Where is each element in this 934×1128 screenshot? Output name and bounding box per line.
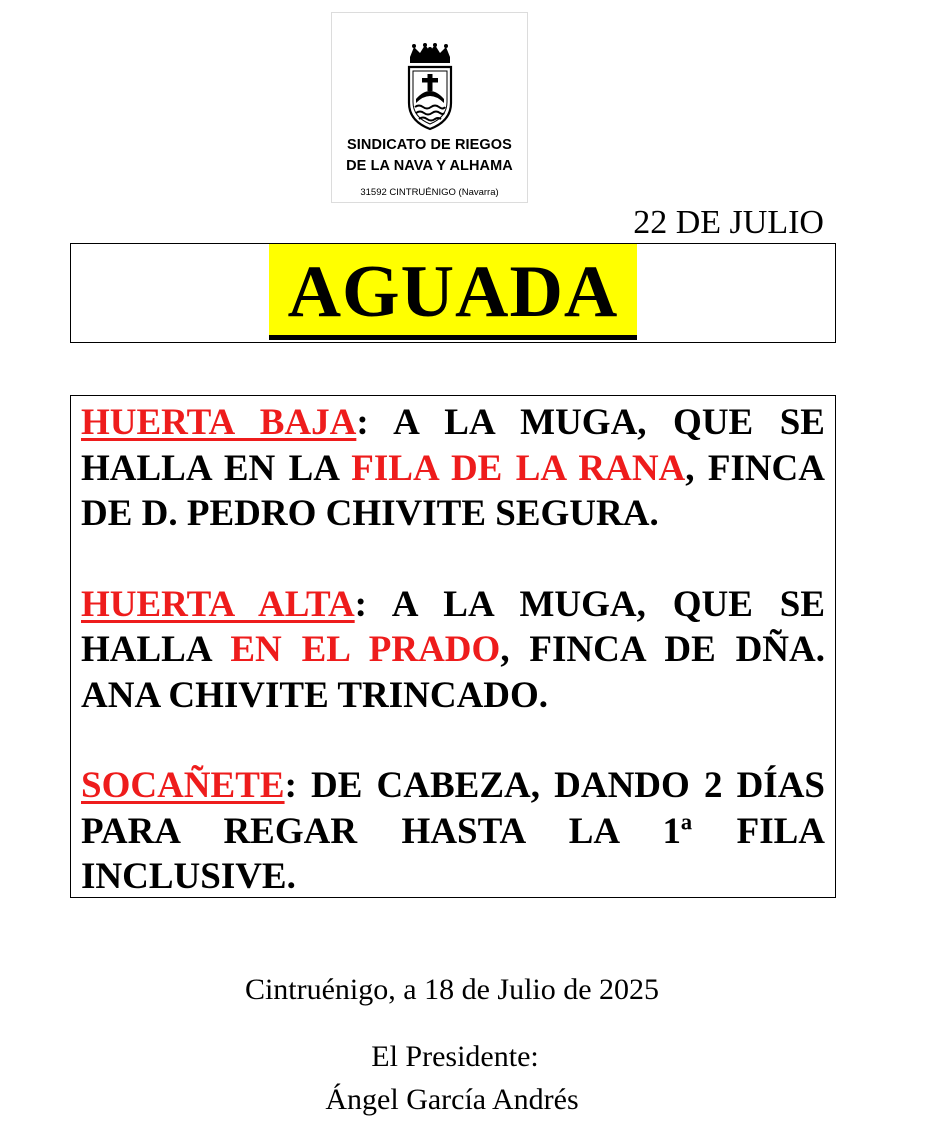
organization-name-line1: SINDICATO DE RIEGOS (347, 137, 512, 153)
place-name: EN EL PRADO (230, 629, 501, 670)
organization-name-line2: DE LA NAVA Y ALHAMA (346, 158, 513, 174)
title-underline (269, 335, 637, 340)
notice-text: : A LA MUGA, QUE SE HALLA EN LA (81, 402, 825, 489)
organization-address: 31592 CINTRUÉNIGO (Navarra) (360, 187, 499, 198)
zone-name: HUERTA ALTA (81, 583, 355, 625)
date-heading: 22 DE JULIO (633, 204, 824, 241)
notice-huerta-alta (81, 582, 825, 719)
notice-box (70, 395, 836, 898)
page-title: AGUADA (287, 251, 619, 333)
notice-text: , FINCA DE D. PEDRO CHIVITE SEGURA. (81, 447, 826, 534)
notice-text: : A LA MUGA, QUE SE HALLA (81, 583, 825, 670)
coat-of-arms-icon (404, 43, 456, 135)
notice-huerta-baja (81, 400, 825, 537)
signer-role: El Presidente: (371, 1040, 539, 1073)
place-name: FILA DE LA RANA (351, 447, 686, 489)
zone-name: SOCAÑETE (81, 765, 285, 806)
signer-name: Ángel García Andrés (325, 1083, 579, 1116)
notice-socanete (81, 763, 825, 900)
zone-name: HUERTA BAJA (81, 402, 357, 443)
title-frame (70, 243, 836, 343)
organization-logo-block (331, 12, 528, 203)
notice-text: : DE CABEZA, DANDO 2 DÍAS PARA REGAR HASTA LA 1ª FILA INCLUSIVE. (81, 765, 825, 897)
notice-text: , FINCA DE DÑA. ANA CHIVITE TRINCADO. (81, 629, 825, 716)
signature-place-date: Cintruénigo, a 18 de Julio de 2025 (244, 973, 660, 1006)
